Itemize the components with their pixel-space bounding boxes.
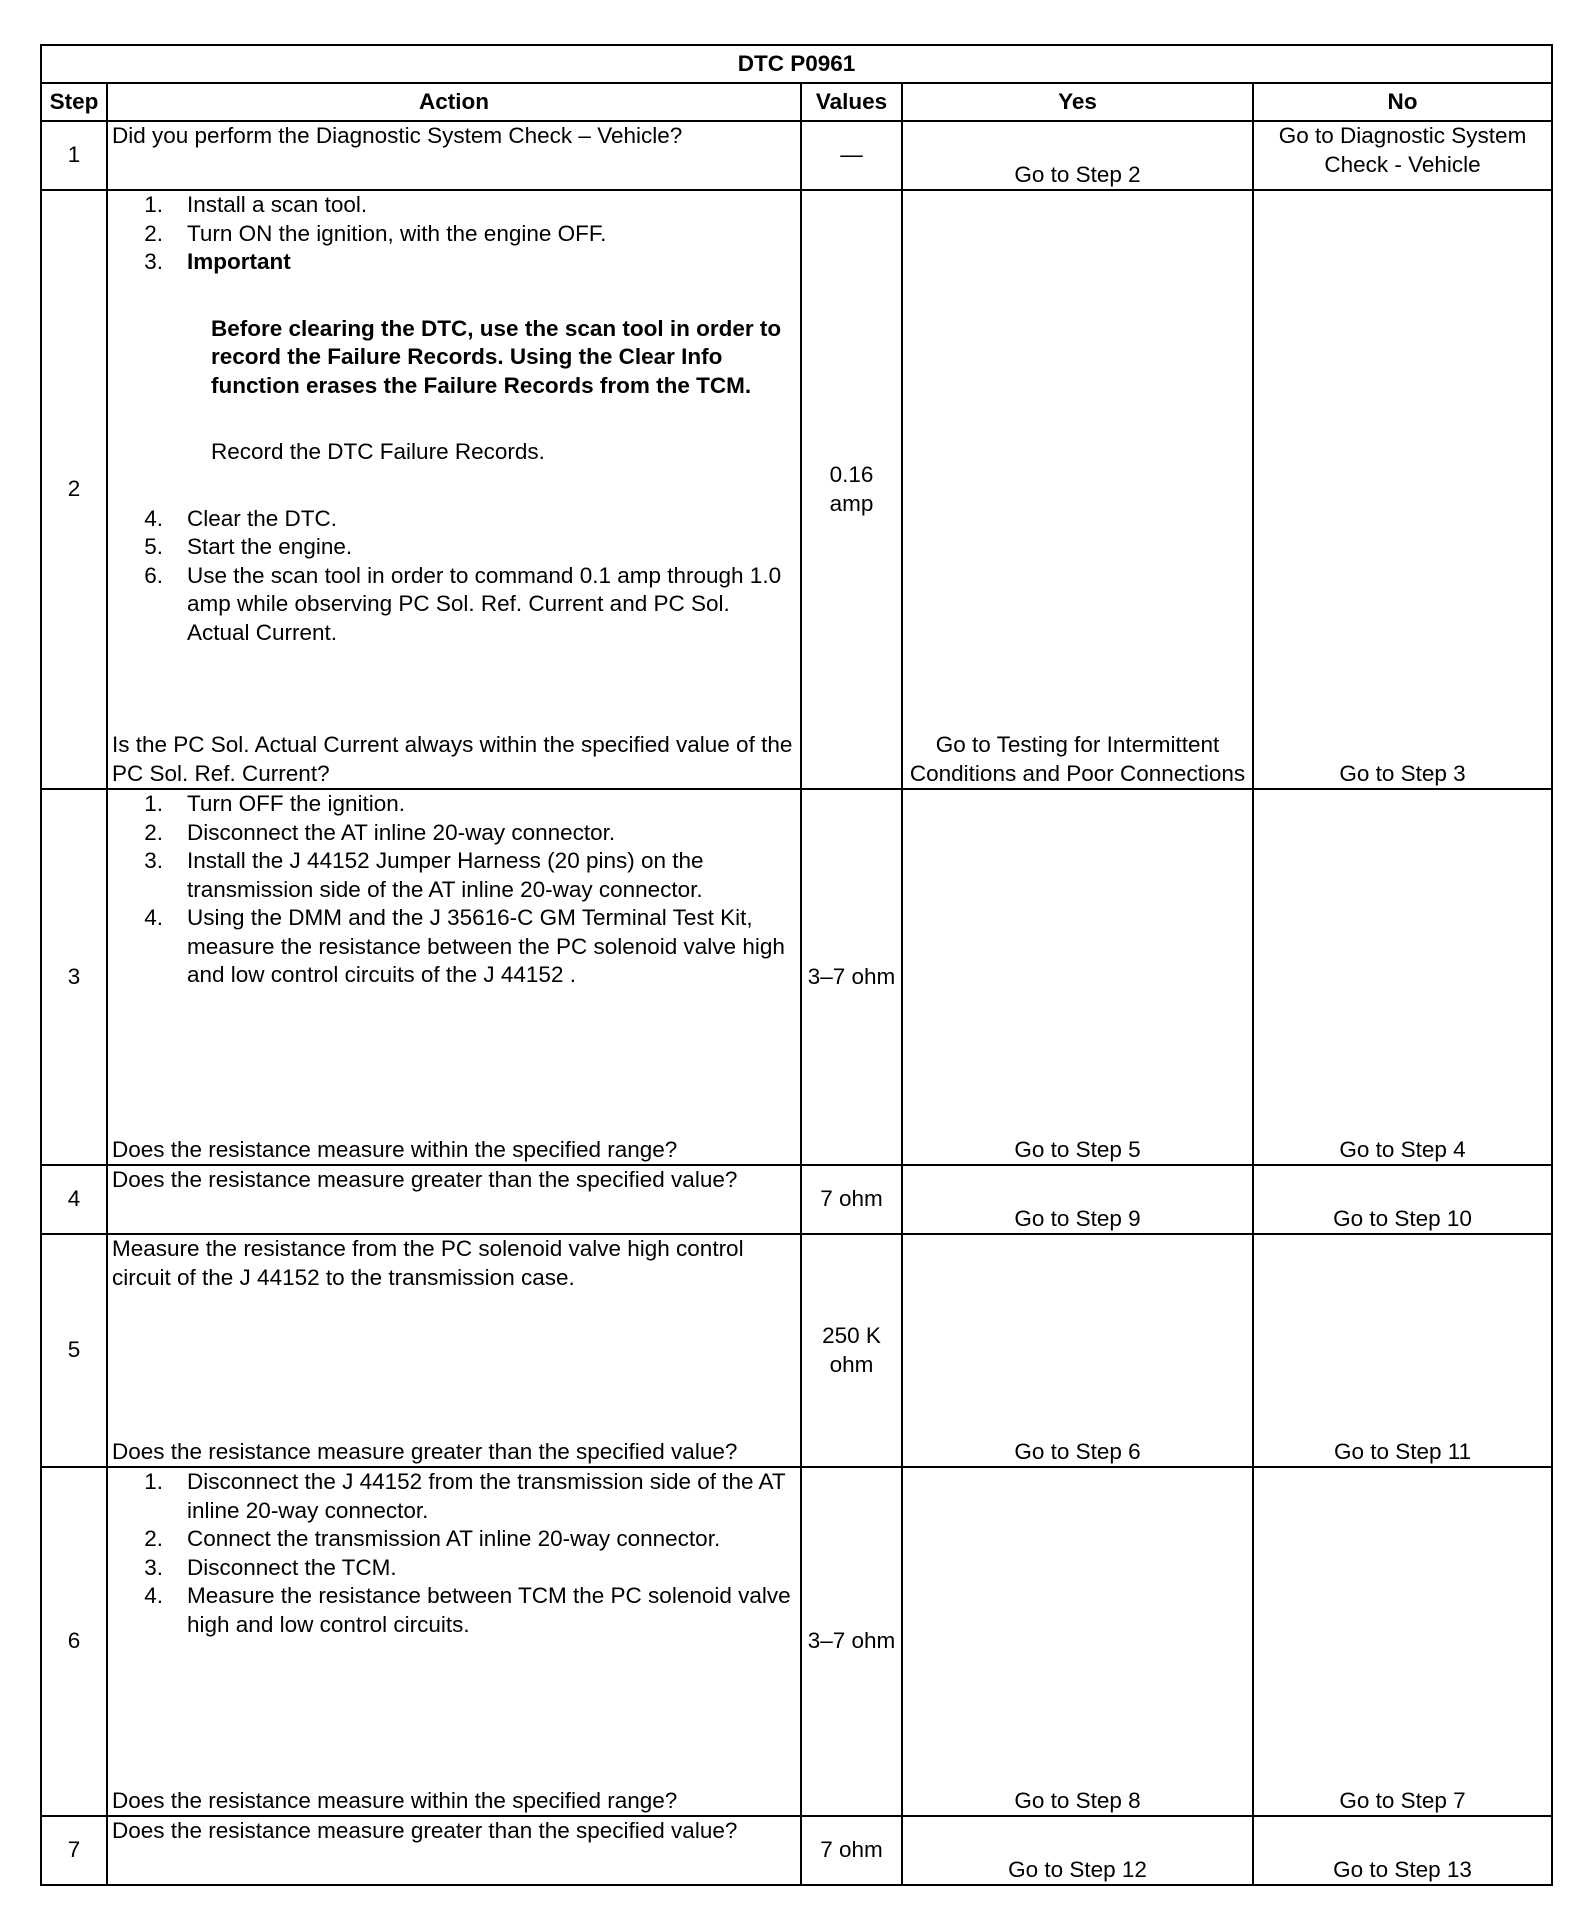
step-number: 7 <box>41 1816 107 1885</box>
value-cell: 250 K ohm <box>801 1234 902 1467</box>
step-number: 6 <box>41 1467 107 1816</box>
record-instruction: Record the DTC Failure Records. <box>211 439 545 464</box>
list-item: 6. Use the scan tool in order to command 0.1 amp through 1.0 amp while observing PC Sol. Ref. Current and PC Sol. Actual Current. <box>144 562 782 645</box>
list-item: 2. Turn ON the ignition, with the engine OFF. <box>144 220 607 246</box>
action-cell <box>107 190 801 789</box>
list-item: 3. Disconnect the TCM. <box>144 1554 397 1580</box>
header-yes: Yes <box>902 83 1253 121</box>
list-item: 4. Using the DMM and the J 35616-C GM Terminal Test Kit, measure the resistance between the PC solenoid valve high and low control circuits of the J 44152 . <box>144 905 785 987</box>
list-item: 3. Important <box>112 248 796 277</box>
step-number: 5 <box>41 1234 107 1467</box>
list-item: 1. Install a scan tool. <box>144 192 368 217</box>
question-text: Is the PC Sol. Actual Current always within the specified value of the PC Sol. Ref. Current? <box>112 732 793 786</box>
list-item: 2. Connect the transmission AT inline 20-way connector. <box>144 1526 721 1551</box>
table-row <box>41 789 1552 1165</box>
important-label: Important <box>187 249 291 274</box>
yes-cell: Go to Step 2 <box>902 121 1253 190</box>
step-number: 4 <box>41 1165 107 1234</box>
dtc-table <box>40 44 1553 1886</box>
table-row <box>41 121 1552 190</box>
no-cell: Go to Step 7 <box>1253 1467 1552 1816</box>
yes-cell: Go to Step 9 <box>902 1165 1253 1234</box>
value-cell: 7 ohm <box>801 1816 902 1885</box>
header-row <box>41 83 1552 121</box>
question-text: Does the resistance measure within the specified range? <box>112 1787 678 1813</box>
yes-cell: Go to Step 12 <box>902 1816 1253 1885</box>
value-cell: 7 ohm <box>801 1165 902 1234</box>
table-row <box>41 1165 1552 1234</box>
list-item: 3. Install the J 44152 Jumper Harness (20 pins) on the transmission side of the AT inline 20-way connector. <box>144 848 704 902</box>
procedure-list <box>112 191 796 277</box>
no-cell: Go to Step 13 <box>1253 1816 1552 1885</box>
action-cell <box>107 1234 801 1467</box>
important-note: Before clearing the DTC, use the scan tool in order to record the Failure Records. Using the Clear Info function erases the Failure Records from the TCM. <box>211 315 782 398</box>
no-cell: Go to Step 10 <box>1253 1165 1552 1234</box>
list-item: 1. Disconnect the J 44152 from the transmission side of the AT inline 20-way connector. <box>144 1469 786 1523</box>
question-text: Does the resistance measure within the specified range? <box>112 1136 678 1162</box>
yes-cell: Go to Step 8 <box>902 1467 1253 1816</box>
action-text: Does the resistance measure greater than the specified value? <box>107 1165 801 1234</box>
list-item: 4. Measure the resistance between TCM the PC solenoid valve high and low control circuits. <box>144 1583 791 1637</box>
step-number: 2 <box>41 190 107 789</box>
action-text: Measure the resistance from the PC solenoid valve high control circuit of the J 44152 to the transmission case. <box>112 1236 744 1290</box>
header-values: Values <box>801 83 902 121</box>
action-text: Does the resistance measure greater than the specified value? <box>107 1816 801 1885</box>
list-item: 5. Start the engine. <box>144 534 353 559</box>
action-cell <box>107 1467 801 1816</box>
action-cell <box>107 789 801 1165</box>
header-step: Step <box>41 83 107 121</box>
procedure-list <box>112 790 796 990</box>
action-text: Did you perform the Diagnostic System Check – Vehicle? <box>107 121 801 190</box>
value-cell: 0.16 amp <box>801 190 902 789</box>
yes-cell: Go to Step 5 <box>902 789 1253 1165</box>
no-cell: Go to Step 4 <box>1253 789 1552 1165</box>
step-number: 1 <box>41 121 107 190</box>
table-row <box>41 1467 1552 1816</box>
list-item: 2. Disconnect the AT inline 20-way connector. <box>144 819 616 845</box>
header-no: No <box>1253 83 1552 121</box>
no-cell: Go to Step 3 <box>1253 190 1552 789</box>
yes-cell: Go to Step 6 <box>902 1234 1253 1467</box>
header-action: Action <box>107 83 801 121</box>
yes-cell: Go to Testing for Intermittent Conditions and Poor Connections <box>902 190 1253 789</box>
table-row <box>41 1234 1552 1467</box>
table-title: DTC P0961 <box>41 45 1552 83</box>
no-cell: Go to Step 11 <box>1253 1234 1552 1467</box>
procedure-list <box>112 1468 796 1639</box>
no-cell: Go to Diagnostic System Check - Vehicle <box>1253 121 1552 190</box>
list-item: 1. Turn OFF the ignition. <box>144 791 406 816</box>
value-cell: — <box>801 121 902 190</box>
table-row <box>41 1816 1552 1885</box>
list-item: 4. Clear the DTC. <box>144 505 338 531</box>
procedure-list <box>112 505 796 648</box>
value-cell: 3–7 ohm <box>801 1467 902 1816</box>
step-number: 3 <box>41 789 107 1165</box>
table-row <box>41 190 1552 789</box>
value-cell: 3–7 ohm <box>801 789 902 1165</box>
question-text: Does the resistance measure greater than the specified value? <box>112 1438 738 1464</box>
